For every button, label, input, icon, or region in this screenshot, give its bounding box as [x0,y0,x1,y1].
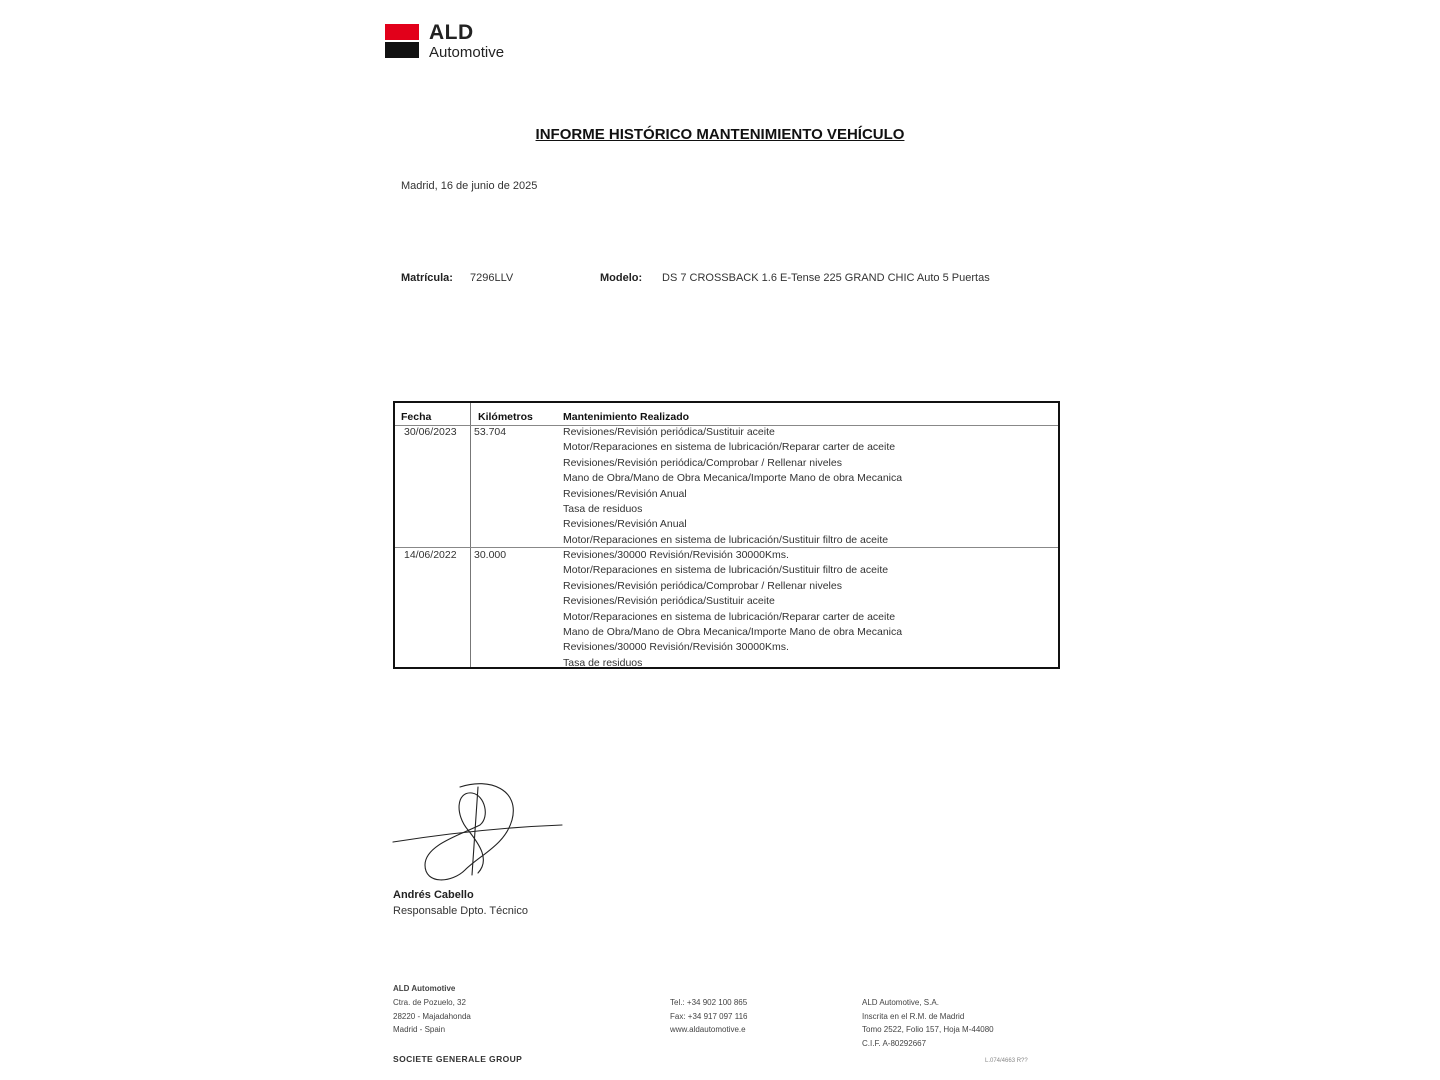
signatory-role: Responsable Dpto. Técnico [393,905,528,917]
maintenance-table [393,401,1060,669]
maintenance-item: Revisiones/Revisión periódica/Sustituir aceite [563,595,775,608]
maintenance-item: Tasa de residuos [563,656,643,669]
header-date: Fecha [401,411,432,423]
footer-legal [862,996,994,1050]
maintenance-item: Revisiones/30000 Revisión/Revisión 30000Kms. [563,549,789,561]
footer-fax: Fax: +34 917 097 116 [670,1011,748,1021]
maintenance-item: Revisiones/Revisión Anual [563,518,687,531]
signatory-name: Andrés Cabello [393,889,474,901]
row-2-date: 14/06/2022 [404,549,457,561]
document-title: INFORME HISTÓRICO MANTENIMIENTO VEHÍCULO [535,126,905,143]
maintenance-item: Revisiones/30000 Revisión/Revisión 30000Kms. [563,641,789,654]
maintenance-item: Mano de Obra/Mano de Obra Mecanica/Importe Mano de obra Mecanica [563,472,903,485]
row-2-km: 30.000 [474,549,507,561]
logo-line-2: Automotive [429,44,505,61]
footer-legal-line: ALD Automotive, S.A. [862,998,939,1007]
ald-logo-mark [385,24,419,58]
footer-address-line: Madrid - Spain [393,1025,446,1034]
footer-website: www.aldautomotive.e [670,1025,746,1034]
model-label: Modelo: [600,272,643,284]
maintenance-item: Revisiones/Revisión Anual [563,487,687,500]
maintenance-item: Motor/Reparaciones en sistema de lubricación/Reparar carter de aceite [563,441,896,454]
header-maintenance: Mantenimiento Realizado [563,411,690,423]
maintenance-item: Revisiones/Revisión periódica/Comprobar / Rellenar niveles [563,579,842,592]
footer-group: SOCIETE GENERALE GROUP [393,1054,523,1064]
row-1-km: 53.704 [474,426,507,438]
maintenance-item: Tasa de residuos [563,503,643,516]
footer-legal-line: C.I.F. A-80292667 [862,1038,927,1048]
plate-label: Matrícula: [401,272,453,284]
footer-phone: Tel.: +34 902 100 865 [670,998,748,1007]
footer-contact [670,996,747,1037]
footer-legal-line: Tomo 2522, Folio 157, Hoja M-44080 [862,1025,994,1034]
signature-image [390,775,570,890]
footer-address [393,996,471,1037]
footer-reference: L.074/4663 R?? [985,1058,1028,1064]
column-divider [470,403,471,667]
row-1-date: 30/06/2023 [404,426,457,438]
row-1-maintenance-list [563,425,902,548]
maintenance-item: Revisiones/Revisión periódica/Comprobar / Rellenar niveles [563,456,842,469]
maintenance-item: Mano de Obra/Mano de Obra Mecanica/Importe Mano de obra Mecanica [563,626,903,639]
logo-line-1: ALD [429,21,474,44]
footer-address-line: Ctra. de Pozuelo, 32 [393,998,466,1007]
footer-address-line: 28220 - Majadahonda [393,1011,471,1021]
header-km: Kilómetros [478,411,533,423]
ald-logo-text [429,22,504,60]
maintenance-item: Motor/Reparaciones en sistema de lubricación/Sustituir filtro de aceite [563,533,889,546]
row-2-maintenance-list [563,548,902,671]
maintenance-item: Motor/Reparaciones en sistema de lubricación/Reparar carter de aceite [563,610,896,623]
plate-value: 7296LLV [470,272,514,284]
date-line: Madrid, 16 de junio de 2025 [401,180,538,192]
model-value: DS 7 CROSSBACK 1.6 E-Tense 225 GRAND CHIC Auto 5 Puertas [662,272,990,284]
footer-company: ALD Automotive [393,984,456,993]
footer-legal-line: Inscrita en el R.M. de Madrid [862,1011,965,1021]
maintenance-item: Motor/Reparaciones en sistema de lubricación/Sustituir filtro de aceite [563,564,889,577]
maintenance-item: Revisiones/Revisión periódica/Sustituir aceite [563,426,775,438]
